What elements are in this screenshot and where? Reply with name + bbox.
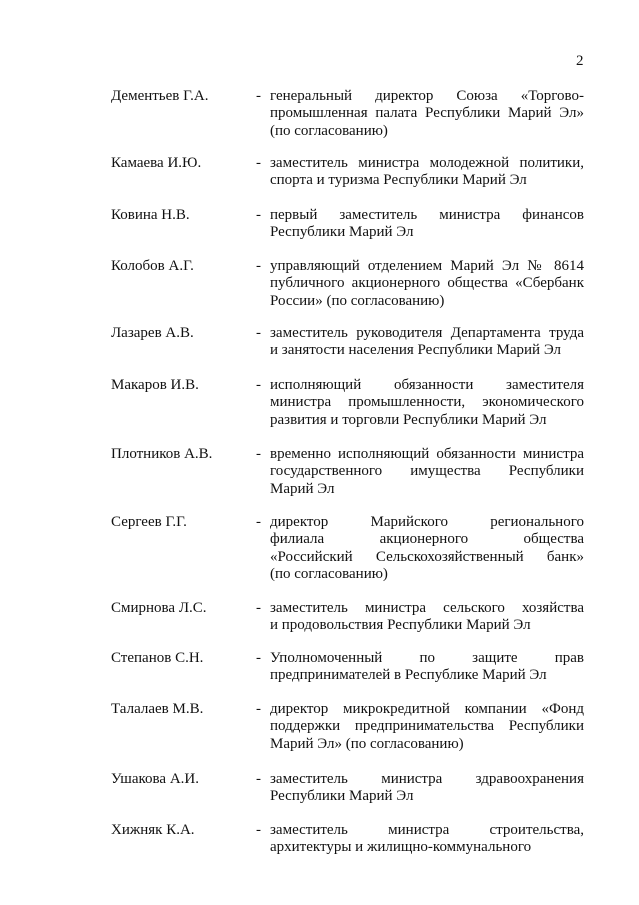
position-text-line: Республики Марий Эл bbox=[270, 224, 414, 241]
member-name: Ковина Н.В. bbox=[111, 207, 190, 223]
position-text-line: Республики Марий Эл bbox=[270, 788, 414, 805]
position-text-line: и занятости населения Республики Марий Эл bbox=[270, 342, 562, 359]
position-text-line: заместитель министра молодежной политики, bbox=[270, 155, 584, 171]
position-text-line: министра промышленности, экономического bbox=[270, 394, 584, 411]
position-text-line: первый заместитель министра финансов bbox=[270, 207, 584, 223]
position-text-line: временно исполняющий обязанности министра bbox=[270, 446, 584, 462]
member-position bbox=[270, 207, 584, 242]
member-position bbox=[270, 701, 584, 753]
position-text-line: поддержки предпринимательства Республики bbox=[270, 718, 584, 735]
member-name: Макаров И.В. bbox=[111, 377, 199, 393]
page-number: 2 bbox=[576, 53, 584, 69]
position-text-line: управляющий отделением Марий Эл № 8614 bbox=[270, 258, 584, 274]
member-position bbox=[270, 325, 584, 360]
member-name: Плотников А.В. bbox=[111, 446, 213, 462]
position-text-line: Марий Эл bbox=[270, 480, 335, 497]
dash-separator: - bbox=[256, 258, 261, 274]
dash-separator: - bbox=[256, 771, 261, 787]
member-name: Камаева И.Ю. bbox=[111, 155, 202, 171]
member-position bbox=[270, 514, 584, 584]
member-name: Лазарев А.В. bbox=[111, 325, 194, 341]
position-text-line: и продовольствия Республики Марий Эл bbox=[270, 617, 531, 634]
dash-separator: - bbox=[256, 822, 261, 838]
position-text-line: публичного акционерного общества «Сбербанк bbox=[270, 275, 584, 292]
member-position bbox=[270, 650, 584, 685]
dash-separator: - bbox=[256, 514, 261, 530]
member-position bbox=[270, 446, 584, 498]
position-text-line: предпринимателей в Республике Марий Эл bbox=[270, 667, 547, 684]
position-text-line: филиала акционерного общества bbox=[270, 531, 584, 548]
position-text-line: развития и торговли Республики Марий Эл bbox=[270, 411, 547, 428]
position-text-line: архитектуры и жилищно-коммунального bbox=[270, 839, 532, 856]
member-position bbox=[270, 155, 584, 190]
position-text-line: заместитель министра сельского хозяйства bbox=[270, 600, 584, 616]
dash-separator: - bbox=[256, 377, 261, 393]
dash-separator: - bbox=[256, 650, 261, 666]
member-name: Сергеев Г.Г. bbox=[111, 514, 187, 530]
position-text-line: заместитель министра строительства, bbox=[270, 822, 584, 838]
member-position bbox=[270, 88, 584, 140]
position-text-line: спорта и туризма Республики Марий Эл bbox=[270, 172, 527, 189]
position-text-line: Марий Эл» (по согласованию) bbox=[270, 735, 464, 752]
dash-separator: - bbox=[256, 88, 261, 104]
dash-separator: - bbox=[256, 207, 261, 223]
member-name: Смирнова Л.С. bbox=[111, 600, 207, 616]
position-text-line: государственного имущества Республики bbox=[270, 463, 584, 480]
position-text-line: исполняющий обязанности заместителя bbox=[270, 377, 584, 393]
position-text-line: (по согласованию) bbox=[270, 566, 388, 583]
position-text-line: промышленная палата Республики Марий Эл» bbox=[270, 105, 584, 122]
member-name: Степанов С.Н. bbox=[111, 650, 204, 666]
member-name: Колобов А.Г. bbox=[111, 258, 194, 274]
dash-separator: - bbox=[256, 600, 261, 616]
position-text-line: «Российский Сельскохозяйственный банк» bbox=[270, 548, 584, 565]
position-text-line: (по согласованию) bbox=[270, 122, 388, 139]
dash-separator: - bbox=[256, 446, 261, 462]
member-position bbox=[270, 258, 584, 310]
dash-separator: - bbox=[256, 325, 261, 341]
position-text-line: заместитель министра здравоохранения bbox=[270, 771, 584, 787]
position-text-line: России» (по согласованию) bbox=[270, 292, 445, 309]
dash-separator: - bbox=[256, 155, 261, 171]
position-text-line: генеральный директор Союза «Торгово- bbox=[270, 88, 584, 104]
member-name: Талалаев М.В. bbox=[111, 701, 204, 717]
position-text-line: директор Марийского регионального bbox=[270, 514, 584, 530]
member-position bbox=[270, 822, 584, 857]
position-text-line: заместитель руководителя Департамента труда bbox=[270, 325, 584, 341]
member-position bbox=[270, 771, 584, 806]
member-position bbox=[270, 600, 584, 635]
member-name: Дементьев Г.А. bbox=[111, 88, 209, 104]
member-name: Ушакова А.И. bbox=[111, 771, 199, 787]
member-name: Хижняк К.А. bbox=[111, 822, 195, 838]
position-text-line: директор микрокредитной компании «Фонд bbox=[270, 701, 584, 717]
position-text-line: Уполномоченный по защите прав bbox=[270, 650, 584, 666]
dash-separator: - bbox=[256, 701, 261, 717]
member-position bbox=[270, 377, 584, 429]
